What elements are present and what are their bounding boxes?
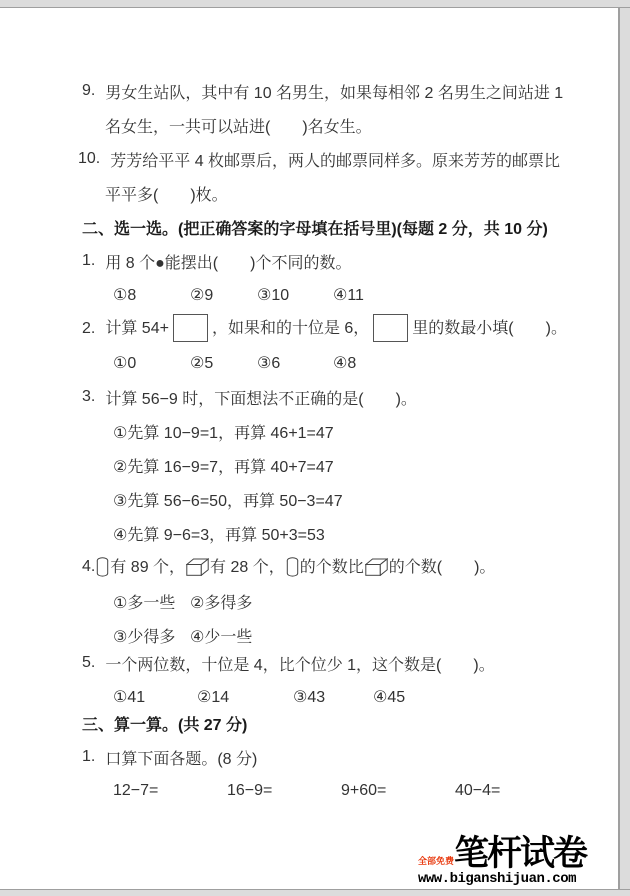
- oral-item-2: 16−9=: [227, 782, 273, 799]
- choice-question-1: [82, 244, 568, 278]
- question-10-number: 10.: [78, 150, 101, 167]
- choice-question-4-segment-4: 的个数( )。: [388, 559, 496, 577]
- page-edge-right: [618, 0, 630, 896]
- question-10-text-line-2: 平平多( )枚。: [105, 186, 228, 204]
- question-10: [78, 142, 568, 176]
- choice-question-5-number: 5.: [82, 654, 96, 671]
- cube-icon: [186, 558, 209, 576]
- option-3: ③先算 56−6=50，再算 50−3=47: [113, 492, 343, 510]
- question-9: [82, 74, 568, 108]
- watermark-brand: 笔杆试卷: [453, 834, 586, 873]
- option-2: ②先算 16−9=7，再算 40+7=47: [113, 458, 334, 476]
- oral-item-4: 40−4=: [455, 782, 501, 799]
- option-4: ④8: [333, 355, 357, 372]
- cylinder-icon: [96, 557, 109, 577]
- choice-question-3-option-1-row: [82, 414, 568, 448]
- watermark-url: www.biganshijuan.com: [417, 871, 576, 887]
- option-1: ①8: [113, 287, 137, 304]
- option-3: ③6: [257, 355, 281, 372]
- choice-question-2-text: [105, 314, 567, 344]
- choice-question-2-segment-1: 计算 54+: [105, 320, 169, 338]
- section-two-title-row: [82, 210, 568, 244]
- oral-item-3: 9+60=: [341, 782, 387, 799]
- option-1: ①41: [113, 689, 146, 706]
- option-3: ③10: [257, 287, 290, 304]
- section-three-title: 三、算一算。(共 27 分): [82, 716, 248, 734]
- watermark-free-label: 全部免费: [417, 856, 454, 866]
- choice-question-2-options: [82, 346, 568, 380]
- question-9-number: 9.: [82, 82, 96, 99]
- choice-question-5: [82, 646, 568, 680]
- choice-question-3-option-2-row: [82, 448, 568, 482]
- question-9-text-line-2-row: [82, 108, 568, 142]
- option-4: ④45: [373, 689, 406, 706]
- oral-calculation-instruction: [82, 740, 568, 774]
- choice-question-5-text: 一个两位数，十位是 4，比个位少 1，这个数是( )。: [105, 656, 495, 674]
- page-edge-bottom: [0, 889, 630, 896]
- choice-question-3-number: 3.: [82, 388, 96, 405]
- oral-calculation-number: 1.: [82, 748, 96, 765]
- test-paper-page: [78, 74, 568, 808]
- option-3: ③43: [293, 689, 326, 706]
- choice-question-3: [82, 380, 568, 414]
- option-4: ④11: [333, 287, 364, 304]
- oral-calculation-row: [82, 774, 568, 808]
- question-9-text-line-1: 男女生站队，其中有 10 名男生，如果每相邻 2 名男生之间站进 1: [105, 84, 564, 102]
- section-three-title-row: [82, 706, 568, 740]
- option-1: ①先算 10−9=1，再算 46+1=47: [113, 424, 334, 442]
- choice-question-4-segment-2: 有 28 个，: [210, 559, 285, 577]
- question-9-text-line-2: 名女生，一共可以站进( )名女生。: [105, 118, 372, 136]
- choice-question-4: [82, 550, 568, 584]
- option-3: ③少得多: [113, 628, 176, 646]
- option-2: ②14: [197, 689, 230, 706]
- option-1: ①0: [113, 355, 137, 372]
- option-4: ④少一些: [190, 628, 253, 646]
- option-4: ④先算 9−6=3，再算 50+3=53: [113, 526, 325, 544]
- watermark-brand-row: [418, 836, 600, 871]
- choice-question-4-segment-1: 有 89 个，: [110, 559, 186, 577]
- cylinder-icon: [286, 557, 299, 577]
- option-1: ①多一些: [113, 594, 176, 612]
- choice-question-2-number: 2.: [82, 320, 96, 337]
- answer-box: [173, 314, 208, 342]
- option-2: ②多得多: [190, 594, 253, 612]
- choice-question-3-option-4-row: [82, 516, 568, 550]
- question-10-text-line-1: 芳芳给平平 4 枚邮票后，两人的邮票同样多。原来芳芳的邮票比: [110, 152, 561, 170]
- choice-question-1-options: [82, 278, 568, 312]
- choice-question-2: [82, 312, 568, 346]
- page-edge-top: [0, 0, 630, 8]
- choice-question-2-segment-3: 里的数最小填( )。: [412, 320, 567, 338]
- oral-item-1: 12−7=: [113, 782, 159, 799]
- choice-question-4-text: [95, 554, 495, 579]
- option-2: ②5: [190, 355, 214, 372]
- choice-question-1-text: 用 8 个●能摆出( )个不同的数。: [105, 254, 352, 272]
- question-10-text-line-2-row: [82, 176, 568, 210]
- choice-question-4-options-row-1: [82, 584, 568, 618]
- option-2: ②9: [190, 287, 214, 304]
- choice-question-1-number: 1.: [82, 252, 96, 269]
- cube-icon: [365, 558, 388, 576]
- choice-question-2-segment-2: ，如果和的十位是 6，: [211, 320, 370, 338]
- choice-question-4-number: 4.: [82, 558, 96, 575]
- oral-calculation-text: 口算下面各题。(8 分): [105, 750, 258, 768]
- choice-question-3-text: 计算 56−9 时，下面想法不正确的是( )。: [105, 390, 417, 408]
- choice-question-4-segment-3: 的个数比: [299, 559, 364, 577]
- section-two-title: 二、选一选。(把正确答案的字母填在括号里)(每题 2 分，共 10 分): [82, 220, 548, 238]
- watermark: [418, 836, 600, 887]
- choice-question-3-option-3-row: [82, 482, 568, 516]
- answer-box: [373, 314, 408, 342]
